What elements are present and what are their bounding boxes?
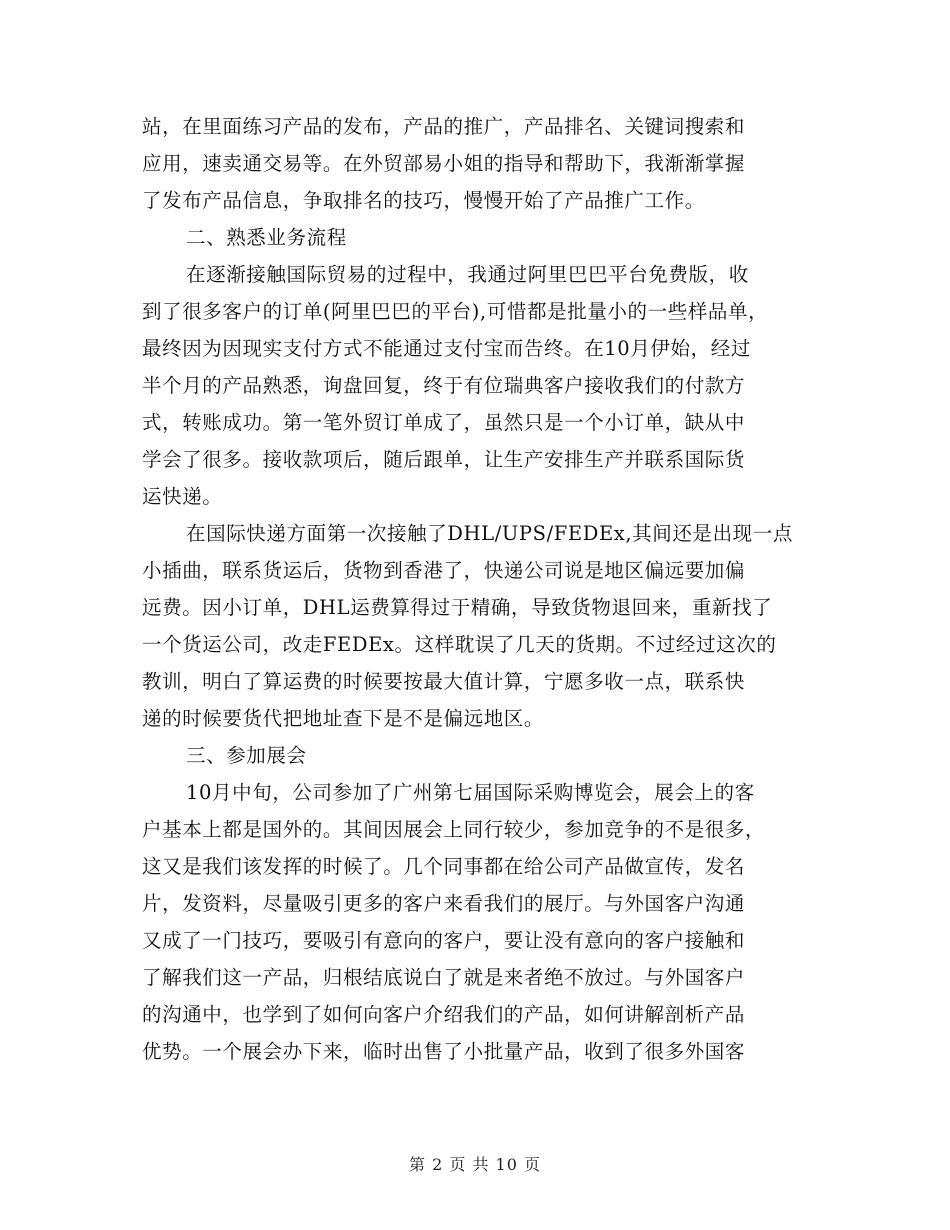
- text-line: 半个月的产品熟悉，询盘回复，终于有位瑞典客户接收我们的付款方: [142, 374, 746, 397]
- text-line: 小插曲，联系货运后，货物到香港了，快递公司说是地区偏远要加偏: [142, 559, 746, 582]
- text-line: 10月中旬，公司参加了广州第七届国际采购博览会，展会上的客: [186, 781, 755, 804]
- text-line: 递的时候要货代把地址查下是不是偏远地区。: [142, 707, 545, 730]
- text-line: 站，在里面练习产品的发布，产品的推广，产品排名、关键词搜索和: [142, 115, 746, 138]
- text-line: 应用，速卖通交易等。在外贸部易小姐的指导和帮助下，我渐渐掌握: [142, 152, 746, 175]
- text-line: 又成了一门技巧，要吸引有意向的客户，要让没有意向的客户接触和: [142, 929, 746, 952]
- text-line: 学会了很多。接收款项后，随后跟单，让生产安排生产并联系国际货: [142, 448, 746, 471]
- text-line: 到了很多客户的订单(阿里巴巴的平台),可惜都是批量小的一些样品单，: [142, 300, 769, 323]
- page-number-footer: 第 2 页 共 10 页: [409, 1155, 541, 1174]
- text-line: 一个货运公司，改走FEDEx。这样耽误了几天的货期。不过经过这次的: [142, 633, 777, 656]
- text-line: 远费。因小订单，DHL运费算得过于精确，导致货物退回来，重新找了: [142, 596, 773, 619]
- text-line: 教训，明白了算运费的时候要按最大值计算，宁愿多收一点，联系快: [142, 670, 746, 693]
- section-heading: 二、熟悉业务流程: [186, 226, 347, 249]
- text-line: 在逐渐接触国际贸易的过程中，我通过阿里巴巴平台免费版，收: [186, 263, 749, 286]
- text-line: 运快递。: [142, 485, 223, 508]
- text-line: 户基本上都是国外的。其间因展会上同行较少，参加竞争的不是很多，: [142, 818, 766, 841]
- text-line: 的沟通中，也学到了如何向客户介绍我们的产品，如何讲解剖析产品: [142, 1003, 746, 1026]
- text-line: 在国际快递方面第一次接触了DHL/UPS/FEDEx,其间还是出现一点: [186, 522, 793, 545]
- text-line: 最终因为因现实支付方式不能通过支付宝而告终。在10月伊始，经过: [142, 337, 751, 360]
- text-line: 片，发资料，尽量吸引更多的客户来看我们的展厅。与外国客户沟通: [142, 892, 746, 915]
- text-line: 这又是我们该发挥的时候了。几个同事都在给公司产品做宣传，发名: [142, 855, 746, 878]
- text-line: 了解我们这一产品，归根结底说白了就是来者绝不放过。与外国客户: [142, 966, 746, 989]
- section-heading: 三、参加展会: [186, 744, 307, 767]
- text-line: 优势。一个展会办下来，临时出售了小批量产品，收到了很多外国客: [142, 1040, 746, 1063]
- text-line: 了发布产品信息，争取排名的技巧，慢慢开始了产品推广工作。: [142, 189, 705, 212]
- text-line: 式，转账成功。第一笔外贸订单成了，虽然只是一个小订单，缺从中: [142, 411, 746, 434]
